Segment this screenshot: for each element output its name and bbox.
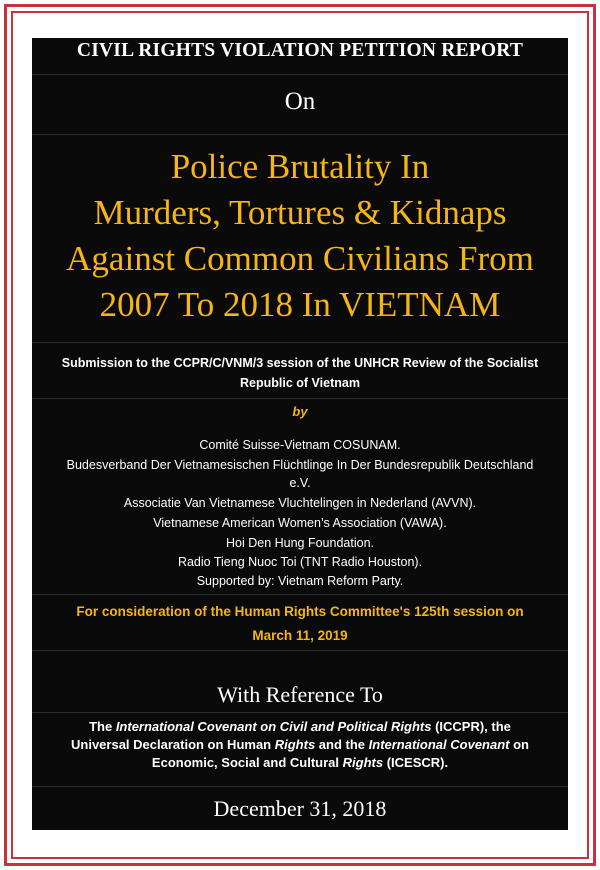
report-title	[32, 144, 568, 328]
organization-item: Budesverband Der Vietnamesischen Flüchtlinge In Der Bundesrepublik Deutschland	[66, 458, 534, 472]
report-cover	[32, 38, 568, 830]
divider	[32, 342, 568, 343]
text-span: Economic, Social and Cultural	[151, 755, 343, 770]
organization-item: e.V.	[289, 476, 311, 490]
consideration-line: For consideration of the Human Rights Committee's 125th session on	[76, 604, 524, 619]
text-span: and the	[315, 737, 369, 752]
organization-item: Radio Tieng Nuoc Toi (TNT Radio Houston).	[177, 555, 423, 569]
divider	[32, 786, 568, 787]
submission-text	[32, 353, 568, 393]
organization-item: Comité Suisse-Vietnam COSUNAM.	[199, 438, 401, 452]
text-span: (ICCPR), the	[431, 719, 511, 734]
divider	[32, 594, 568, 595]
organization-item: Hoi Den Hung Foundation.	[225, 536, 374, 550]
title-line: Police Brutality In	[170, 147, 430, 186]
organization-item: Supported by: Vietnam Reform Party.	[196, 574, 404, 588]
organization-item: Associatie Van Vietnamese Vluchtelingen in Nederland (AVVN).	[123, 496, 477, 510]
covenant-text	[32, 718, 568, 772]
emphasis-span: Rights	[274, 737, 316, 752]
text-span: Universal Declaration on Human	[71, 737, 275, 752]
by-label: by	[292, 404, 308, 419]
text-span: on	[509, 737, 529, 752]
covenant-line	[32, 718, 568, 736]
consideration-text	[32, 600, 568, 648]
report-date: December 31, 2018	[213, 796, 387, 821]
emphasis-span: International Covenant on Civil and Political Rights	[115, 719, 432, 734]
text-span: The	[89, 719, 116, 734]
emphasis-span: International Covenant	[368, 737, 510, 752]
divider	[32, 398, 568, 399]
covenant-line	[32, 754, 568, 772]
divider	[32, 74, 568, 75]
consideration-line: March 11, 2019	[252, 628, 348, 643]
title-line: Murders, Tortures & Kidnaps	[93, 193, 507, 232]
divider	[32, 650, 568, 651]
covenant-line	[32, 736, 568, 754]
emphasis-span: Rights	[342, 755, 384, 770]
submission-line: Submission to the CCPR/C/VNM/3 session of the UNHCR Review of the Socialist	[61, 356, 539, 370]
title-line: 2007 To 2018 In VIETNAM	[99, 285, 501, 324]
with-reference-heading: With Reference To	[217, 682, 383, 707]
title-line: Against Common Civilians From	[66, 239, 534, 278]
organization-item: Vietnamese American Women’s Association (VAWA).	[153, 516, 447, 530]
submission-line: Republic of Vietnam	[240, 376, 360, 390]
on-label: On	[284, 88, 316, 115]
text-span: (ICESCR).	[383, 755, 449, 770]
report-header: CIVIL RIGHTS VIOLATION PETITION REPORT	[76, 40, 524, 61]
divider	[32, 134, 568, 135]
divider	[32, 712, 568, 713]
